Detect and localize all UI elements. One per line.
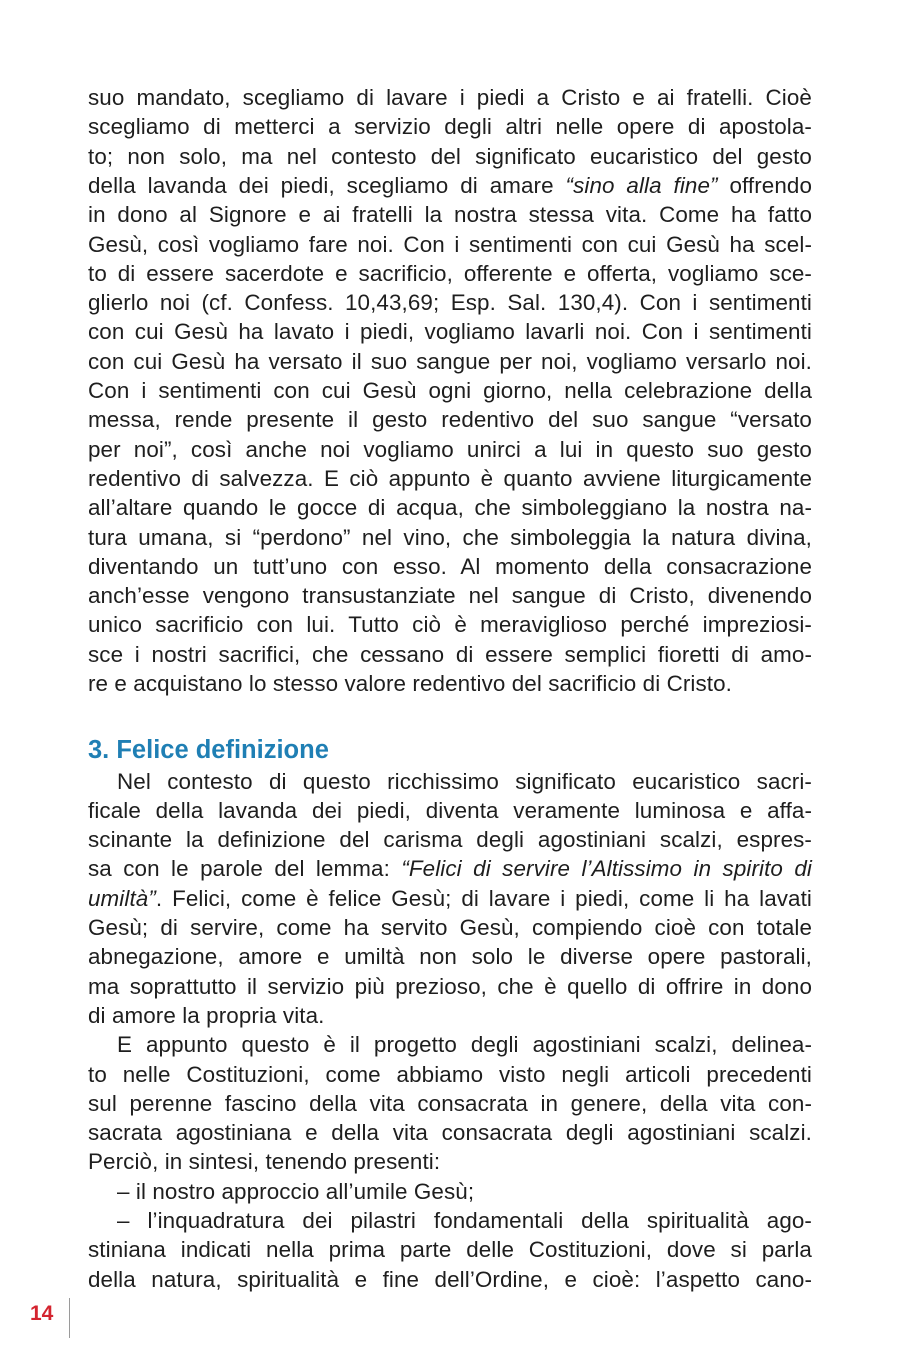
line-text: anch’esse vengono transustanziate nel sangue di Cristo, divenendo	[88, 583, 812, 609]
text-line	[88, 884, 812, 913]
text-line	[88, 1235, 812, 1264]
text-line	[88, 317, 812, 346]
text-line	[88, 493, 812, 522]
text-line	[88, 171, 812, 200]
text-line	[88, 288, 812, 317]
text-line	[88, 854, 812, 883]
line-text: ma soprattutto il servizio più prezioso, che è quello di offrire in dono	[88, 973, 812, 999]
text-line	[88, 552, 812, 581]
line-text: della natura, spiritualità e fine dell’Ordine, e cioè: l’aspetto cano-	[88, 1266, 812, 1292]
line-text: suo mandato, scegliamo di lavare i piedi a Cristo e ai fratelli. Cioè	[88, 85, 812, 110]
text-line	[88, 230, 812, 259]
line-text: stiniana indicati nella prima parte delle Costituzioni, dove si parla	[88, 1237, 812, 1263]
line-text: di amore la propria vita.	[88, 1002, 325, 1028]
line-text: diventando un tutt’uno con esso. Al momento della consacrazione	[88, 553, 812, 579]
text-line	[88, 83, 812, 112]
text-line	[117, 1206, 812, 1235]
line-text: messa, rende presente il gesto redentivo del suo sangue “versato	[88, 407, 812, 433]
line-text: sce i nostri sacrifici, che cessano di essere semplici fioretti di amo-	[88, 641, 812, 667]
text-line	[88, 142, 812, 171]
line-text: Nel contesto di questo ricchissimo significato eucaristico sacri-	[117, 768, 812, 794]
italic-quote: “sino alla fine”	[565, 172, 718, 198]
line-text: E appunto questo è il progetto degli agostiniani scalzi, delinea-	[117, 1032, 812, 1058]
line-text: ficale della lavanda dei piedi, diventa veramente luminosa e affa-	[88, 797, 812, 823]
line-text: sacrata agostiniana e della vita consacrata degli agostiniani scalzi.	[88, 1120, 812, 1146]
italic-quote: umiltà”	[88, 885, 156, 911]
text-line	[88, 523, 812, 552]
line-text: con cui Gesù ha lavato i piedi, vogliamo lavarli noi. Con i sentimenti	[88, 319, 812, 345]
line-text: Con i sentimenti con cui Gesù ogni giorno, nella celebrazione della	[88, 378, 812, 403]
line-text: – l’inquadratura dei pilastri fondamentali della spiritualità ago-	[117, 1208, 812, 1233]
text-line	[117, 1177, 812, 1206]
line-text: sa con le parole del lemma:	[88, 856, 402, 882]
text-line	[88, 1001, 812, 1030]
text-line	[88, 435, 812, 464]
text-line	[88, 1147, 812, 1176]
text-line	[88, 1265, 812, 1294]
text-line	[117, 1030, 812, 1059]
text-line	[88, 669, 812, 698]
line-text: tura umana, si “perdono” nel vino, che simboleggia la natura divina,	[88, 524, 812, 550]
text-line	[88, 972, 812, 1001]
italic-quote: “Felici di servire l’Altissimo in spirito di	[401, 856, 812, 882]
text-line	[88, 259, 812, 288]
line-text: . Felici, come è felice Gesù; di lavare i piedi, come li ha lavati	[155, 885, 812, 911]
line-text: all’altare quando le gocce di acqua, che simboleggiano la nostra na-	[88, 495, 812, 521]
text-line	[88, 464, 812, 493]
text-line	[88, 1060, 812, 1089]
text-line	[88, 581, 812, 610]
line-text: to di essere sacerdote e sacrificio, offerente e offerta, vogliamo sce-	[88, 260, 812, 286]
page-number-divider	[69, 1298, 70, 1338]
text-line	[88, 942, 812, 971]
text-line	[88, 376, 812, 405]
text-line	[117, 767, 812, 796]
text-line	[88, 640, 812, 669]
text-line	[88, 112, 812, 141]
line-text: re e acquistano lo stesso valore redentivo del sacrificio di Cristo.	[88, 671, 732, 696]
line-text: redentivo di salvezza. E ciò appunto è quanto avviene liturgicamente	[88, 465, 812, 491]
line-text: to; non solo, ma nel contesto del significato eucaristico del gesto	[88, 143, 812, 169]
text-line	[88, 347, 812, 376]
page-number: 14	[30, 1302, 54, 1325]
line-text: Gesù, così vogliamo fare noi. Con i sentimenti con cui Gesù ha scel-	[88, 231, 812, 257]
text-line	[88, 825, 812, 854]
line-text: Perciò, in sintesi, tenendo presenti:	[88, 1149, 441, 1175]
line-text: per noi”, così anche noi vogliamo unirci a lui in questo suo gesto	[88, 436, 812, 462]
line-text: scegliamo di metterci a servizio degli altri nelle opere di apostola-	[88, 114, 812, 140]
line-text: in dono al Signore e ai fratelli la nostra stessa vita. Come ha fatto	[88, 202, 812, 228]
text-line	[88, 405, 812, 434]
line-text: abnegazione, amore e umiltà non solo le diverse opere pastorali,	[88, 944, 812, 970]
text-line	[88, 796, 812, 825]
line-text: sul perenne fascino della vita consacrata in genere, della vita con-	[88, 1090, 812, 1116]
text-line	[88, 1118, 812, 1147]
line-text: to nelle Costituzioni, come abbiamo visto negli articoli precedenti	[88, 1061, 812, 1087]
line-text: con cui Gesù ha versato il suo sangue per noi, vogliamo versarlo noi.	[88, 348, 812, 374]
text-line	[88, 913, 812, 942]
line-text: – il nostro approccio all’umile Gesù;	[117, 1178, 475, 1204]
line-text: Gesù; di servire, come ha servito Gesù, compiendo cioè con totale	[88, 915, 812, 940]
line-text: offrendo	[717, 172, 813, 198]
text-line	[88, 200, 812, 229]
text-line	[88, 1089, 812, 1118]
line-text: unico sacrificio con lui. Tutto ciò è meraviglioso perché impreziosi-	[88, 612, 812, 638]
line-text: glierlo noi (cf. Confess. 10,43,69; Esp. Sal. 130,4). Con i sentimenti	[88, 290, 812, 316]
line-text: scinante la definizione del carisma degli agostiniani scalzi, espres-	[88, 827, 812, 853]
line-text: della lavanda dei piedi, scegliamo di amare	[88, 172, 566, 198]
text-line	[88, 610, 812, 639]
section-heading: 3. Felice definizione	[88, 736, 329, 764]
